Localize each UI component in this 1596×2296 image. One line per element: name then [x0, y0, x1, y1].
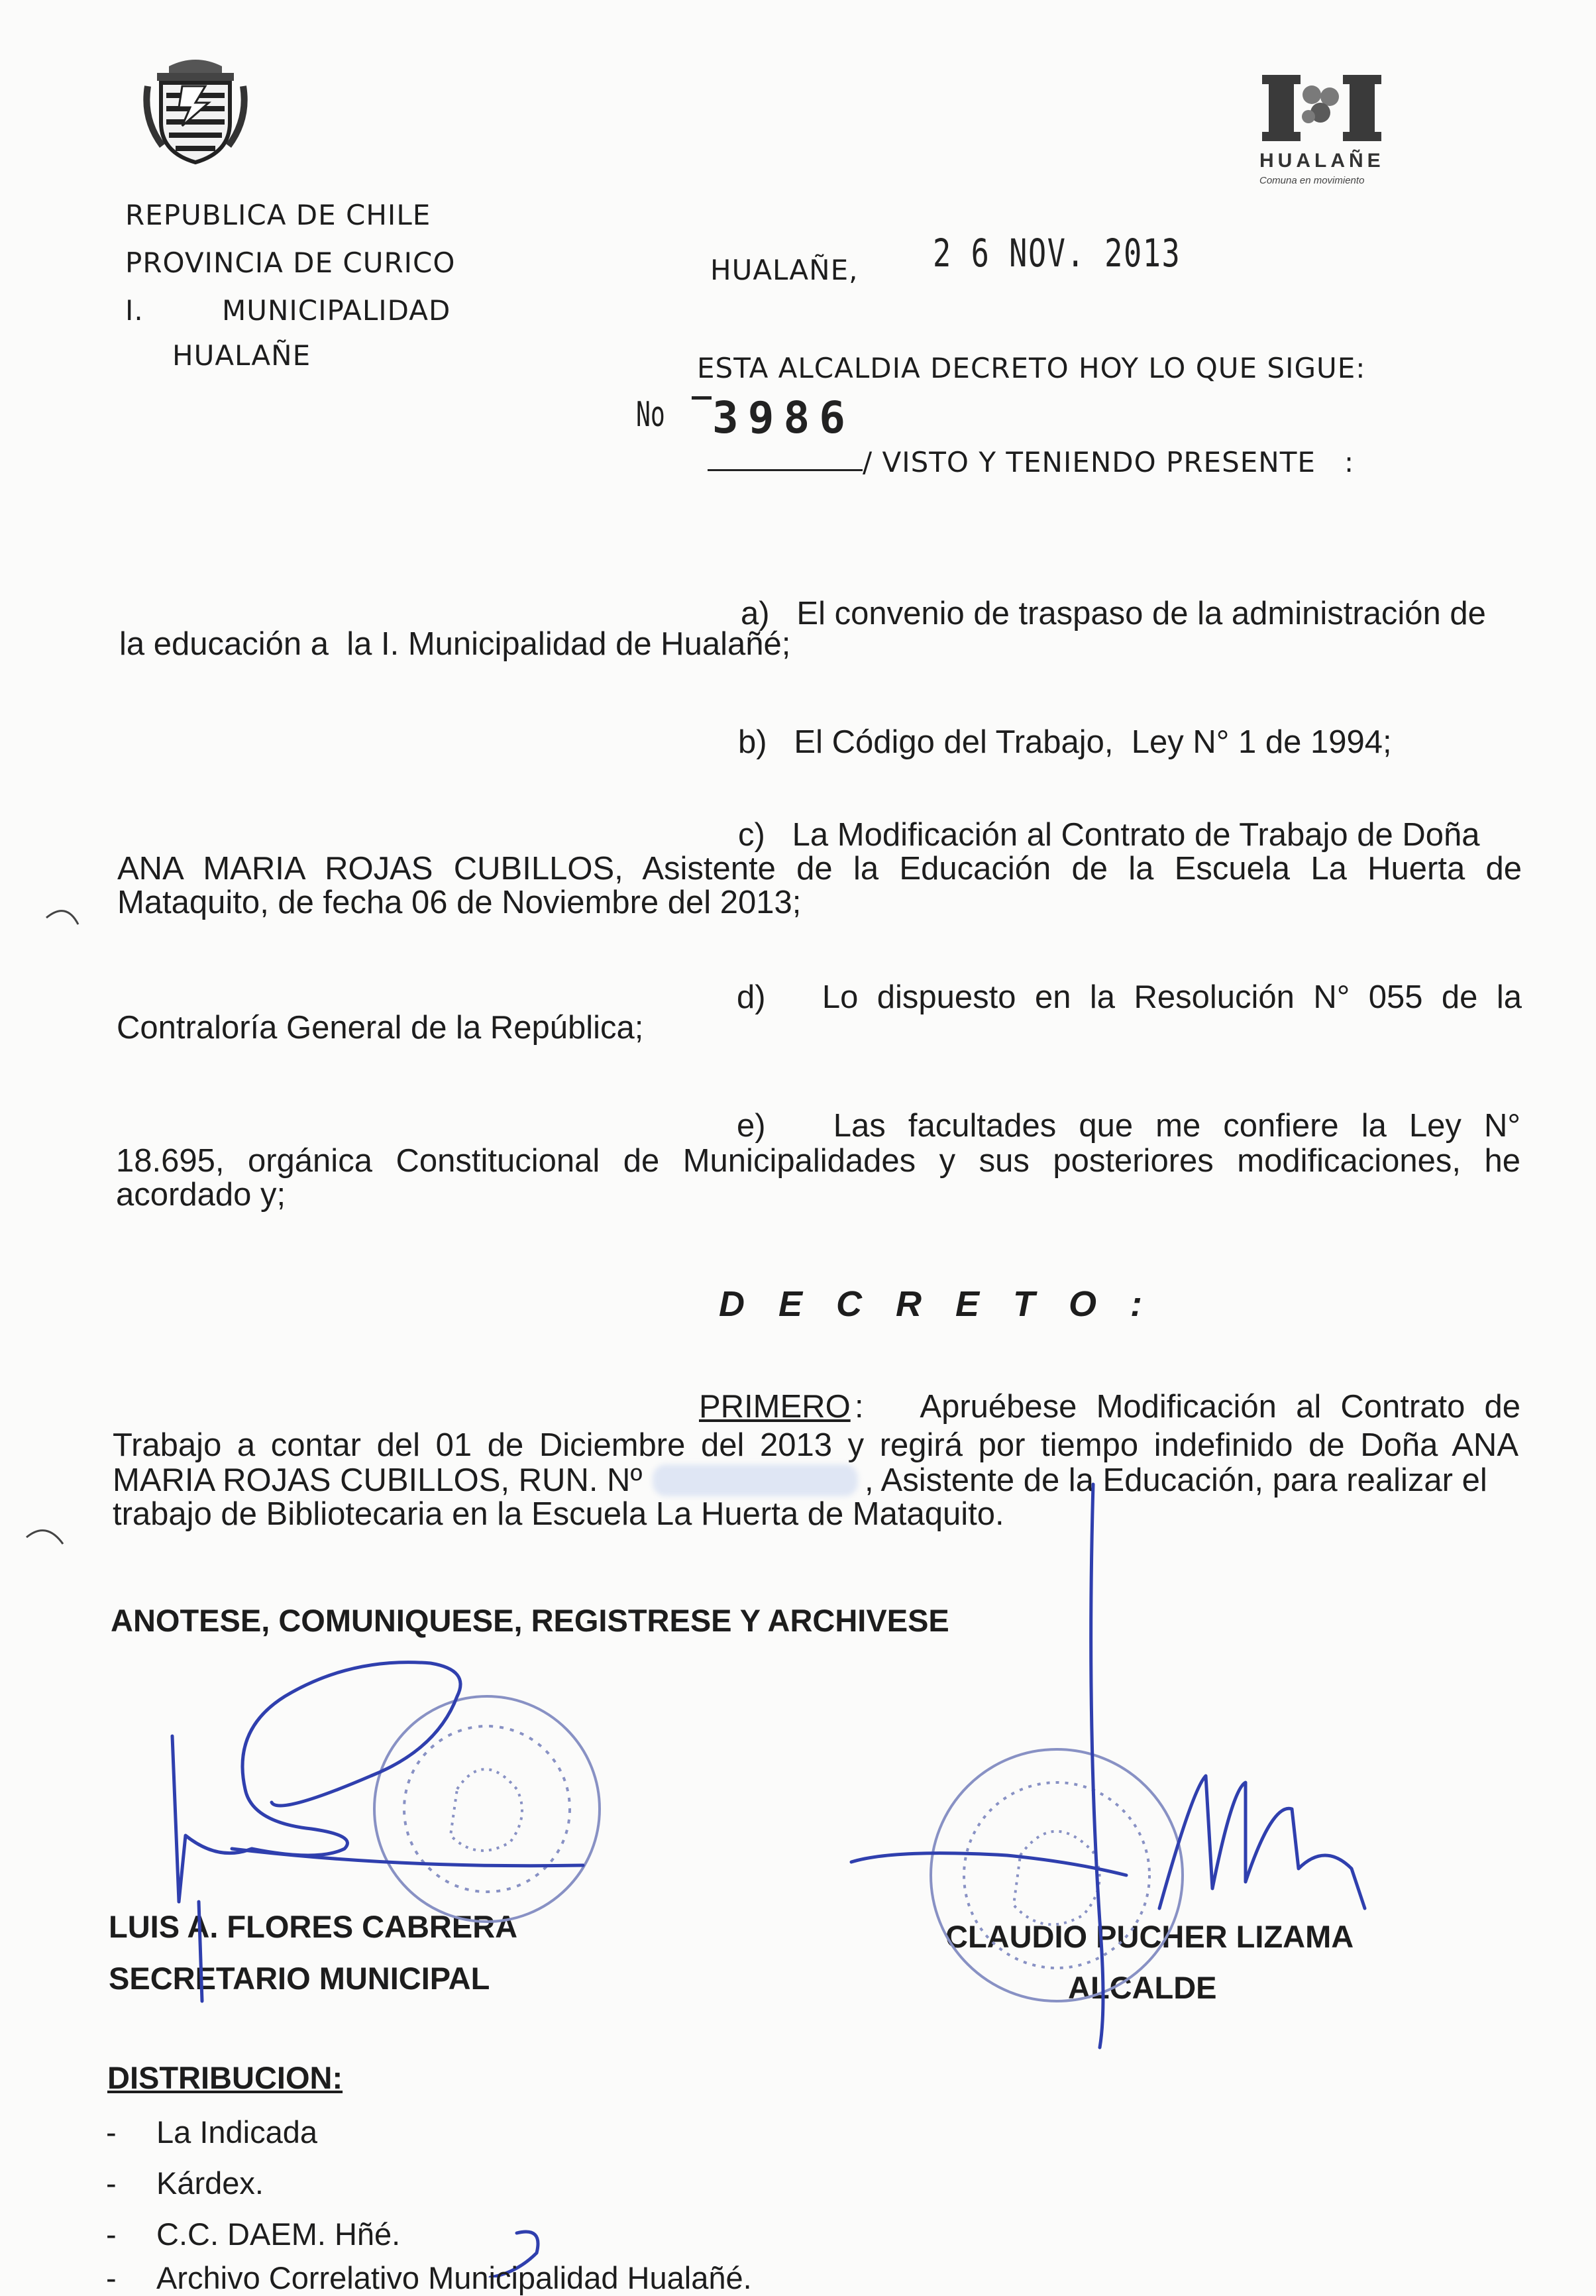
header-provincia: PROVINCIA DE CURICO: [125, 246, 456, 279]
considerando-d-first: d) Lo dispuesto en la Resolución N° 055 de la: [737, 979, 1522, 1015]
list-item: [106, 2216, 401, 2252]
alcaldia-line: ESTA ALCALDIA DECRETO HOY LO QUE SIGUE:: [697, 352, 1366, 384]
header-municipalidad-prefix: I.: [125, 294, 144, 327]
considerando-a-rest: la educación a la I. Municipalidad de Hualañé;: [119, 626, 791, 662]
list-item-label: Archivo Correlativo Municipalidad Hualañé.: [156, 2260, 752, 2295]
considerando-c-line2: ANA MARIA ROJAS CUBILLOS, Asistente de la Educación de la Escuela La Huerta de: [117, 851, 1522, 887]
primero-label: PRIMERO: [699, 1389, 851, 1425]
list-dash: -: [106, 2165, 117, 2201]
seal-left-icon: [374, 1696, 600, 1922]
header-municipalidad: MUNICIPALIDAD: [222, 294, 451, 327]
primero-line3b: , Asistente de la Educación, para realizar el: [865, 1462, 1487, 1498]
signer-right-name: CLAUDIO PUCHER LIZAMA: [945, 1919, 1354, 1954]
primero-first: : Apruébese Modificación al Contrato de: [855, 1389, 1520, 1425]
decree-number: 3986: [712, 392, 855, 443]
logo-tagline: Comuna en movimiento: [1259, 175, 1365, 186]
considerando-e-first: e) Las facultades que me confiere la Ley N°: [737, 1108, 1520, 1144]
date-stamp: 2 6 NOV. 2013: [933, 231, 1181, 276]
considerando-a-first: a) El convenio de traspaso de la administración de: [741, 596, 1486, 631]
primero-line4: trabajo de Bibliotecaria en la Escuela La Huerta de Mataquito.: [113, 1496, 1004, 1532]
considerando-e-line2: 18.695, orgánica Constitucional de Municipalidades y sus posteriores modificaciones, he: [116, 1143, 1520, 1179]
list-item-label: C.C. DAEM. Hñé.: [156, 2216, 401, 2252]
considerando-c-line3: Mataquito, de fecha 06 de Noviembre del 2013;: [117, 885, 802, 920]
punch-hole-icon: [46, 911, 78, 924]
closing-line: ANOTESE, COMUNIQUESE, REGISTRESE Y ARCHIVESE: [111, 1603, 949, 1638]
header-hualane: HUALAÑE: [172, 339, 311, 372]
considerando-c-first: c) La Modificación al Contrato de Trabajo de Doña: [738, 817, 1480, 853]
considerando-e-line3: acordado y;: [116, 1177, 286, 1213]
seal-right-icon: [931, 1749, 1183, 2001]
considerando-d-rest: Contraloría General de la República;: [117, 1010, 644, 1046]
list-dash: -: [106, 2114, 117, 2150]
signer-right-title: ALCALDE: [1068, 1970, 1217, 2005]
list-item-label: La Indicada: [156, 2114, 318, 2150]
punch-hole-icon: [27, 1531, 63, 1544]
decree-no-label: No: [636, 395, 665, 435]
logo-name: HUALAÑE: [1259, 150, 1385, 172]
list-item: [106, 2114, 318, 2150]
distribution-title: DISTRIBUCION:: [107, 2060, 343, 2095]
list-dash: -: [106, 2260, 117, 2295]
decreto-title: D E C R E T O :: [719, 1284, 1155, 1324]
list-item: [106, 2165, 264, 2201]
header-republica: REPUBLICA DE CHILE: [125, 199, 431, 231]
visto-line: / VISTO Y TENIENDO PRESENTE :: [863, 446, 1355, 478]
primero-line3a: MARIA ROJAS CUBILLOS, RUN. Nº: [113, 1462, 643, 1498]
signature-right-icon: [851, 1484, 1365, 2048]
list-item: [106, 2260, 752, 2296]
list-dash: -: [106, 2216, 117, 2252]
signer-left-title: SECRETARIO MUNICIPAL: [109, 1961, 490, 1996]
list-item-label: Kárdex.: [156, 2165, 264, 2201]
considerando-b-first: b) El Código del Trabajo, Ley N° 1 de 1994;: [738, 724, 1392, 760]
primero-line2: Trabajo a contar del 01 de Diciembre del 2013 y regirá por tiempo indefinido de Doña ANA: [113, 1427, 1518, 1463]
signer-left-name: LUIS A. FLORES CABRERA: [109, 1909, 518, 1944]
place-label: HUALAÑE,: [710, 254, 859, 286]
